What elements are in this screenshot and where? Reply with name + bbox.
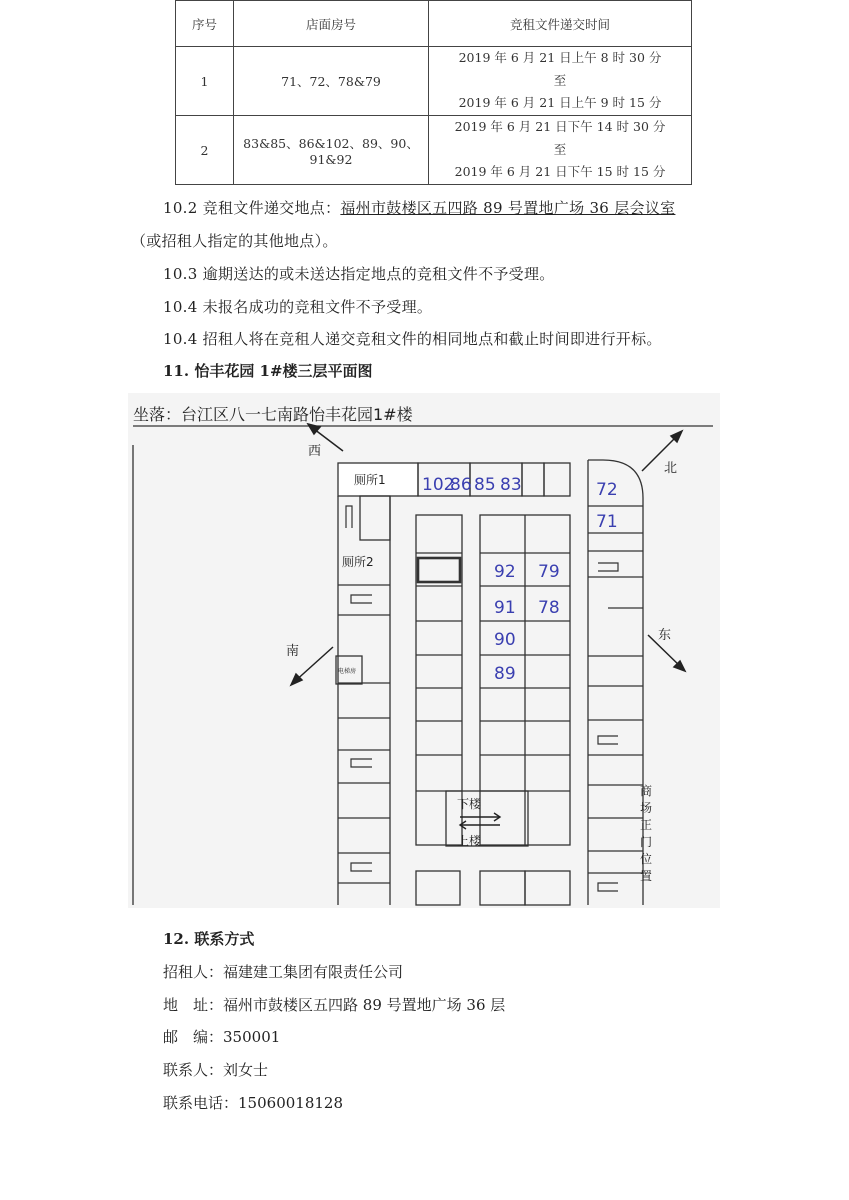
col-header-rooms: 店面房号 [234,1,429,47]
shop-number-72: 72 [596,480,618,500]
contact-label: 联系人： [163,1061,224,1079]
return-arrow-glyph [598,563,618,571]
cell-time [429,116,692,185]
cell-no: 2 [176,116,234,185]
table-row [176,47,692,116]
bottom-shop [525,871,570,905]
paragraph-10-3: 10.3 逾期送达的或未送达指定地点的竞租文件不予受理。 [163,265,555,283]
contact-value: 刘女士 [223,1061,269,1079]
col-header-no: 序号 [176,1,234,47]
entrance-char: 位 [640,852,653,866]
shop-number-102: 102 [422,475,455,495]
return-arrow-glyph [598,883,618,891]
shop-number-83: 83 [500,475,522,495]
bottom-shop [480,871,525,905]
time-start: 2019 年 6 月 21 日下午 14 时 30 分 [454,119,666,135]
contact-postcode-row [163,1026,280,1047]
schedule-table [175,0,692,185]
return-arrow-glyph [351,595,372,603]
entrance-char: 商 [640,784,653,798]
address-label: 地 址： [163,996,224,1014]
postcode-value: 350001 [223,1028,281,1046]
table-row [176,116,692,185]
shop-top-small [544,463,570,496]
cell-no: 1 [176,47,234,116]
postcode-label: 邮 编： [163,1028,224,1046]
paragraph-10-4b: 10.4 招租人将在竞租人递交竞租文件的相同地点和截止时间即进行开标。 [163,330,662,348]
return-arrow-glyph [351,863,372,871]
cell-time [429,47,692,116]
paragraph-10-2 [163,197,675,218]
entrance-char: 正 [640,818,653,832]
lessor-label: 招租人： [163,963,224,981]
contact-person-row [163,1059,268,1080]
paragraph-10-4a: 10.4 未报名成功的竞租文件不予受理。 [163,298,433,316]
section-11-heading: 11. 怡丰花园 1#楼三层平面图 [163,362,373,380]
plan-address: 坐落：台江区八一七南路怡丰花园1#楼 [133,405,413,424]
shop-number-89: 89 [494,664,516,684]
entrance-char: 置 [640,869,653,883]
paragraph-10-2-prefix: 10.2 竞租文件递交地点： [163,199,341,217]
contact-phone-row [163,1092,343,1113]
bottom-shop [416,871,460,905]
shop-number-71: 71 [596,512,618,532]
highlighted-shop [418,558,460,582]
stair-cell-1 [360,496,390,540]
shop-number-91: 91 [494,598,516,618]
label-elevator: 电梯房 [338,668,357,675]
entrance-char: 场 [640,801,653,815]
label-west: 西 [308,444,322,459]
submission-place: 福州市鼓楼区五四路 89 号置地广场 36 层会议室 [340,199,676,217]
shop-top-small [522,463,544,496]
center-column-a [416,515,462,845]
section-12-heading: 12. 联系方式 [163,930,255,948]
col-header-time: 竞租文件递交时间 [429,1,692,47]
label-south: 南 [286,644,300,659]
time-to: 至 [553,141,567,157]
shop-number-92: 92 [494,562,516,582]
label-stairs-up: 上楼 [457,834,482,848]
cell-rooms: 83&85、86&102、89、90、91&92 [234,116,429,185]
shop-number-85: 85 [474,475,496,495]
table-header-row [176,1,692,47]
floor-plan [128,393,720,908]
floor-plan-drawing [128,393,720,908]
shop-number-86: 86 [450,475,472,495]
label-north: 北 [664,461,678,476]
shop-number-78: 78 [538,598,560,618]
time-to: 至 [553,72,567,88]
return-arrow-glyph [351,759,372,767]
address-value: 福州市鼓楼区五四路 89 号置地广场 36 层 [223,996,506,1014]
contact-lessor-row [163,961,403,982]
label-east: 东 [658,628,672,643]
up-arrow-glyph [346,506,352,528]
time-end: 2019 年 6 月 21 日上午 9 时 15 分 [458,95,662,111]
lessor-value: 福建建工集团有限责任公司 [223,963,404,981]
time-end: 2019 年 6 月 21 日下午 15 时 15 分 [454,164,666,180]
shop-number-79: 79 [538,562,560,582]
time-start: 2019 年 6 月 21 日上午 8 时 30 分 [458,50,662,66]
paragraph-10-2-continuation: （或招租人指定的其他地点）。 [131,232,338,250]
contact-address-row [163,994,505,1015]
cell-rooms: 71、72、78&79 [234,47,429,116]
phone-value: 15060018128 [238,1094,343,1112]
return-arrow-glyph [598,736,618,744]
label-stairs-down: 下楼 [457,797,482,811]
phone-label: 联系电话： [163,1094,239,1112]
entrance-char: 门 [640,835,653,849]
shop-number-90: 90 [494,630,516,650]
label-toilet-1: 厕所1 [354,473,386,487]
label-toilet-2: 厕所2 [342,555,374,569]
